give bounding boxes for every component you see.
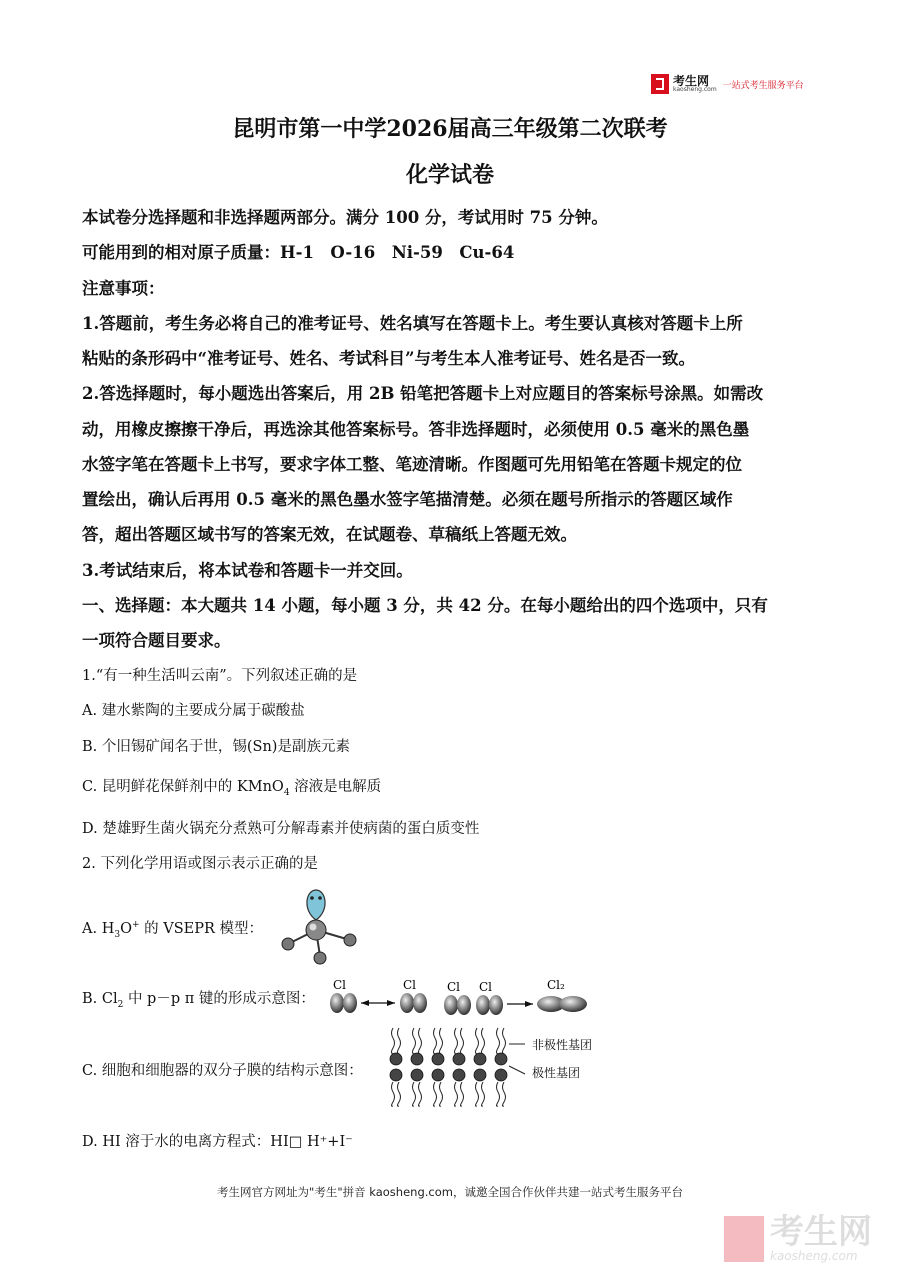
q2-d-box: □ <box>288 1134 303 1150</box>
q1-option-c <box>82 775 381 798</box>
note-1a: 1.答题前，考生务必将自己的准考证号、姓名填写在答题卡上。考生要认真核对答题卡上所 <box>82 314 743 333</box>
page-title: 昆明市第一中学2026届高三年级第二次联考 <box>232 116 668 142</box>
q2-stem: 2. 下列化学用语或图示表示正确的是 <box>82 856 318 872</box>
q2-b-pre: B. Cl <box>82 991 118 1007</box>
logo-name: 考生网 <box>673 74 710 88</box>
q1-stem: 1.“有一种生活叫云南”。下列叙述正确的是 <box>82 668 358 684</box>
note-2d: 置绘出，确认后再用 0.5 毫米的黑色墨水签字笔描清楚。必须在题号所指示的答题区域作 <box>82 490 733 509</box>
note-2e: 答，超出答题区域书写的答案无效，在试题卷、草稿纸上答题无效。 <box>82 525 577 544</box>
pi-label-cl-4: Cl <box>479 980 493 994</box>
note-2c: 水签字笔在答题卡上书写，要求字体工整、笔迹清晰。作图题可先用铅笔在答题卡规定的位 <box>82 455 742 474</box>
intro-line-1: 本试卷分选择题和非选择题两部分。满分 100 分，考试用时 75 分钟。 <box>82 208 608 227</box>
q1-option-b: B. 个旧锡矿闻名于世，锡(Sn)是副族元素 <box>82 739 350 755</box>
q2-option-b <box>82 987 315 1010</box>
q2-d-post: H⁺+I⁻ <box>302 1134 353 1150</box>
q1-option-d: D. 楚雄野生菌火锅充分煮熟可分解毒素并使病菌的蛋白质变性 <box>82 821 480 837</box>
watermark-url: kaosheng.com <box>770 1249 858 1263</box>
note-2b: 动，用橡皮擦擦干净后，再选涂其他答案标号。答非选择题时，必须使用 0.5 毫米的黑色墨 <box>82 420 750 439</box>
page-footer: 考生网官方网址为"考生"拼音 kaosheng.com，诚邀全国合作伙伴共建一站式考生服务平台 <box>217 1185 683 1199</box>
notes-heading: 注意事项： <box>82 279 165 298</box>
pi-label-cl-3: Cl <box>447 980 461 994</box>
label-nonpolar-group: 非极性基团 <box>532 1038 593 1052</box>
note-3: 3.考试结束后，将本试卷和答题卡一并交回。 <box>82 561 413 580</box>
q1-option-c-post: 溶液是电解质 <box>289 779 382 795</box>
q2-option-a <box>82 917 263 940</box>
q2-d-pre: D. HI 溶于水的电离方程式：HI <box>82 1134 289 1150</box>
pi-label-cl2: Cl₂ <box>547 978 565 992</box>
q2-b-post: 中 p－p π 键的形成示意图： <box>123 991 315 1007</box>
q2-a-mid: O <box>120 921 132 937</box>
q1-option-a: A. 建水紫陶的主要成分属于碳酸盐 <box>82 703 305 719</box>
note-2a: 2.答选择题时，每小题选出答案后，用 2B 铅笔把答题卡上对应题目的答案标号涂黑。如需改 <box>82 384 764 403</box>
q2-a-sub: 3 <box>114 929 121 940</box>
q2-a-post: 的 VSEPR 模型： <box>139 921 264 937</box>
watermark-mark-icon <box>724 1216 764 1262</box>
watermark <box>724 1212 872 1263</box>
q2-a-pre: A. H <box>82 921 115 937</box>
logo-mark-icon <box>651 74 669 94</box>
section-heading-b: 一项符合题目要求。 <box>82 631 231 650</box>
pi-label-cl-1: Cl <box>333 978 347 992</box>
vsepr-model-figure <box>276 886 360 966</box>
q2-option-c: C. 细胞和细胞器的双分子膜的结构示意图： <box>82 1063 363 1079</box>
logo-url: kaosheng.com <box>673 86 717 93</box>
site-logo <box>651 72 804 96</box>
intro-line-2: 可能用到的相对原子质量：H-1 O-16 Ni-59 Cu-64 <box>82 243 515 262</box>
q2-b-sub: 2 <box>117 999 124 1010</box>
label-polar-group: 极性基团 <box>532 1066 581 1080</box>
q2-option-d <box>82 1130 353 1151</box>
logo-slogan: 一站式考生服务平台 <box>722 80 804 91</box>
q2-a-sup: + <box>131 920 140 931</box>
pi-bond-figure <box>325 975 595 1023</box>
page-subtitle: 化学试卷 <box>405 162 494 188</box>
q1-option-c-sub: 4 <box>283 787 290 798</box>
pi-label-cl-2: Cl <box>403 978 417 992</box>
watermark-name: 考生网 <box>770 1212 872 1252</box>
bilayer-membrane-figure <box>385 1026 535 1108</box>
section-heading-a: 一、选择题：本大题共 14 小题，每小题 3 分，共 42 分。在每小题给出的四个选项中，只有 <box>82 596 768 615</box>
note-1b: 粘贴的条形码中“准考证号、姓名、考试科目”与考生本人准考证号、姓名是否一致。 <box>82 349 695 368</box>
q1-option-c-pre: C. 昆明鲜花保鲜剂中的 KMnO <box>82 779 284 795</box>
